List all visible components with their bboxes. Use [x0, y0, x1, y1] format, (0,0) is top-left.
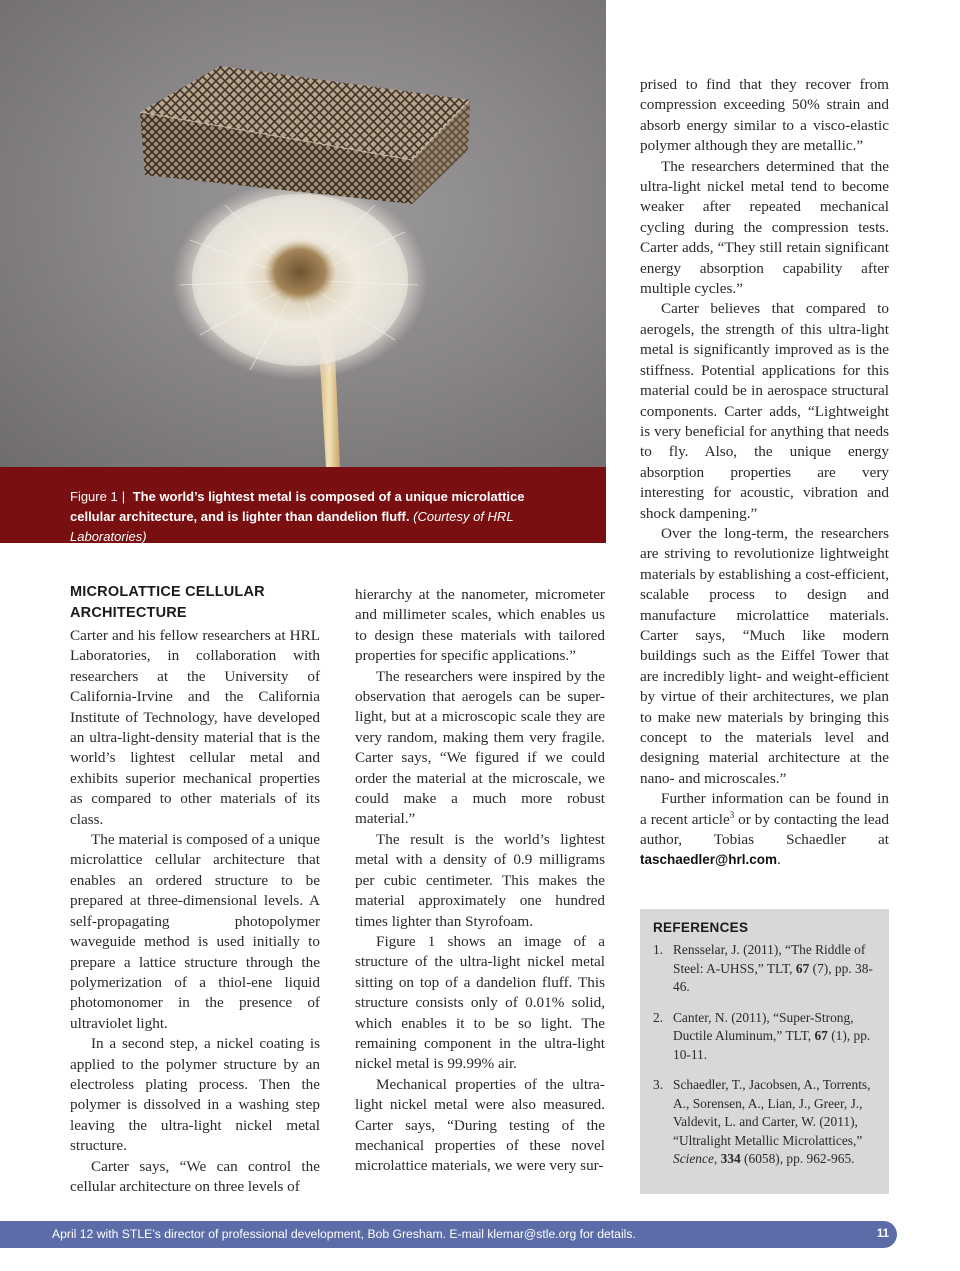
reference-item [653, 1009, 875, 1065]
figure-caption [0, 467, 606, 543]
paragraph: Figure 1 shows an image of a structure of the ultra-light nickel metal sitting on top of a dandelion fluff. This structure consists only of 0.01% solid, which enables it to be so light. The remaining component in the ultra-light nickel metal is 99.99% air. [355, 932, 605, 1073]
paragraph: Mechanical properties of the ultra-light nickel metal were also measured. Carter says, “During testing of the mechanical properties of these novel microlattice materials, we were very sur- [355, 1075, 605, 1175]
references-list [653, 941, 875, 1169]
reference-volume: 334 [720, 1151, 741, 1166]
section-heading: MICROLATTICE CELLULAR ARCHITECTURE [70, 584, 265, 621]
paragraph: Carter and his fellow researchers at HRL Laboratories, in collaboration with researchers at the University of California-Irvine and the California Institute of Technology, have developed an ultra-light-density material that is the world’s lightest cellular metal and exhibits superior mechanical properties as compared to other materials of its class. [70, 627, 320, 828]
paragraph: Carter says, “We can control the cellular architecture on three levels of [70, 1157, 320, 1195]
contact-text-end: . [776, 851, 781, 869]
paragraph: The material is composed of a unique microlattice cellular architecture that enables an ordered structure to be prepared at three-dimensional levels. A self-propagating photopolymer waveguide method is used initially to prepare a lattice structure through the polymerization of a thiol-ene liquid photomonomer in the presence of ultraviolet light. [70, 831, 320, 1032]
paragraph: prised to find that they recover from compression exceeding 50% strain and absorb energy similar to a visco-elastic polymer although they are metallic.” [640, 76, 889, 155]
footer-text: April 12 with STLE’s director of professional development, Bob Gresham. E-mail klemar@stle.org for details. [52, 1227, 636, 1241]
citation-superscript: 3 [729, 809, 735, 820]
article-column-2 [355, 585, 605, 1177]
paragraph: Carter believes that compared to aerogels, the strength of this ultra-light metal is significantly improved as is the stiffness. Potential applications for this material could be in aerospace structural components. Carter adds, “Lightweight is very beneficial for anything that needs to fly. Also, the unique energy absorption properties are very interesting for acoustic, vibration and shock dampening.” [640, 300, 889, 522]
reference-text-end: (7), pp. 38-46. [673, 960, 873, 994]
reference-text: Canter, N. (2011), “Super-Strong, Ductile Aluminum,” TLT, [673, 1009, 854, 1043]
contact-paragraph [640, 789, 889, 871]
paragraph: The researchers determined that the ultra-light nickel metal tend to become weaker after repeated mechanical cycling during the compression tests. Carter adds, “They still retain significant energy absorption capability after multiple cycles.” [640, 157, 889, 298]
reference-item [653, 941, 875, 997]
reference-item [653, 1076, 875, 1169]
caption-separator: | [121, 489, 126, 504]
figure-label: Figure 1 [70, 489, 118, 504]
references-title: REFERENCES [653, 920, 749, 935]
references-box [640, 909, 889, 1194]
paragraph: Over the long-term, the researchers are striving to revolutionize lightweight materials by establishing a cost-efficient, scalable process to design and manufacture microlattice materials. Carter says, “Much like modern buildings such as the Eiffel Tower that are incredibly light- and weight-efficient by virtue of their architectures, we plan to make new materials by bringing this concept to the materials level and designing material architecture at the nano- and microscales.” [640, 524, 889, 787]
author-email-link[interactable]: taschaedler@hrl.com [640, 852, 777, 868]
figure-photo [0, 0, 606, 467]
caption-credit: (Courtesy of HRL Laboratories) [70, 509, 514, 544]
reference-journal: Science [673, 1151, 714, 1166]
contact-text-mid: or by contacting the lead author, Tobias Schaedler at [640, 810, 889, 849]
reference-number: 3. [653, 1077, 664, 1092]
reference-text-end: (6058), pp. 962-965. [740, 1151, 855, 1166]
reference-number: 2. [653, 1009, 664, 1025]
paragraph: hierarchy at the nanometer, micrometer and millimeter scales, which enables us to design these materials with tailored properties for specific applications.” [355, 586, 605, 665]
paragraph: The result is the world’s lightest metal with a density of 0.9 milligrams per cubic centimeter. This makes the material approximately one hundred times lighter than Styrofoam. [355, 830, 605, 930]
reference-text: Schaedler, T., Jacobsen, A., Torrents, A., Sorensen, A., Lian, J., Greer, J., Valdevit, L. and Carter, W. (2011), “Ultralight Metallic Microlattices,” [673, 1077, 871, 1148]
reference-separator: , [713, 1151, 721, 1166]
caption-text: The world’s lightest metal is composed of a unique microlattice cellular architecture, and is lighter than dandelion fluff. [70, 489, 525, 524]
article-column-1 [70, 626, 320, 1197]
footer-bar [0, 1221, 897, 1248]
paragraph: The researchers were inspired by the observation that aerogels can be super-light, but at a microscopic scale they are very random, making them very fragile. Carter says, “We figured if we could order the material at the microscale, we could make a much more robust material.” [355, 667, 605, 828]
reference-text-end: (1), pp. 10-11. [673, 1028, 871, 1062]
contact-text-start: Further information can be found in a recent article [640, 790, 889, 828]
paragraph: In a second step, a nickel coating is applied to the polymer structure by an electroless plating process. Then the polymer is dissolved in a washing step leaving the ultra-light nickel metal structure. [70, 1035, 320, 1155]
article-column-3 [640, 75, 889, 871]
reference-volume: 67 [795, 960, 810, 976]
page-number: 11 [876, 1228, 889, 1240]
reference-number: 1. [653, 942, 664, 957]
reference-volume: 67 [814, 1028, 828, 1043]
reference-text: Rensselar, J. (2011), “The Riddle of Steel: A-UHSS,” TLT, [673, 942, 866, 976]
